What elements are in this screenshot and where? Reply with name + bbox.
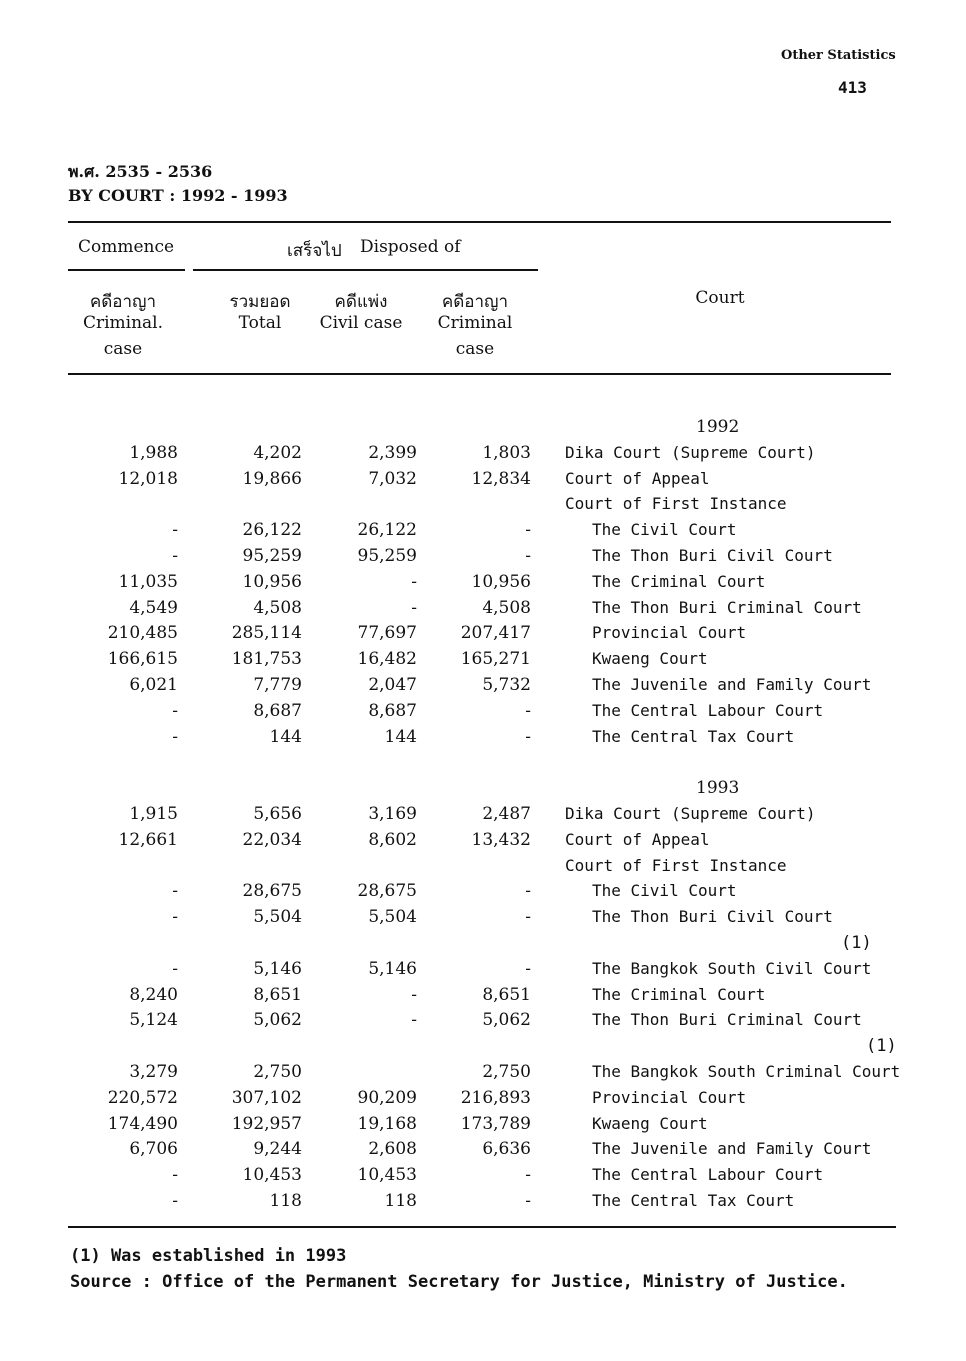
commence-cell: - <box>172 726 178 747</box>
total-cell: 307,102 <box>231 1087 302 1108</box>
criminal-cell: 2,750 <box>482 1062 531 1082</box>
commence-cell: 8,240 <box>129 984 178 1005</box>
civil-cell: 77,697 <box>357 623 417 644</box>
commence-cell: 12,661 <box>118 829 178 850</box>
commence-cell: 6,706 <box>129 1139 178 1160</box>
commence-cell: 220,572 <box>107 1087 178 1108</box>
civil-cell: - <box>411 597 417 618</box>
footnote-mark: (1) <box>841 933 872 953</box>
civil-cell: 2,047 <box>368 675 417 695</box>
commence-cell: 6,021 <box>129 675 178 695</box>
criminal-cell: 4,508 <box>482 597 531 618</box>
criminal-cell: 12,834 <box>471 468 531 489</box>
criminal-cell: - <box>525 881 531 902</box>
court-name: Kwaeng Court <box>592 1113 708 1133</box>
source-note: Source : Office of the Permanent Secretary for Justice, Ministry of Justice. <box>70 1272 848 1292</box>
civil-case-header: Civil case <box>319 313 403 333</box>
court-name: The Central Labour Court <box>592 1165 824 1185</box>
court-header: Court <box>695 288 745 308</box>
civil-cell: 118 <box>384 1191 417 1211</box>
criminal-cell: 5,062 <box>482 1010 531 1031</box>
total-cell: 28,675 <box>242 881 302 902</box>
footnote: (1) Was established in 1993 <box>70 1246 347 1266</box>
criminal-cell: - <box>525 700 531 721</box>
total-cell: 118 <box>269 1191 302 1211</box>
total-cell: 8,687 <box>253 700 302 721</box>
court-name: The Civil Court <box>592 520 737 540</box>
total-cell: 5,146 <box>253 958 302 979</box>
total-cell: 192,957 <box>231 1113 302 1134</box>
civil-cell: - <box>411 1010 417 1031</box>
court-name: The Criminal Court <box>592 571 766 591</box>
commence-criminal-header: Criminal. <box>82 313 164 333</box>
commence-cell: - <box>172 958 178 979</box>
disposed-header: Disposed of <box>360 237 461 257</box>
criminal-cell: 207,417 <box>460 623 531 644</box>
total-cell: 4,202 <box>253 442 302 463</box>
commence-cell: 12,018 <box>118 468 178 489</box>
civil-cell: 3,169 <box>368 804 417 824</box>
civil-cell: 5,146 <box>368 958 417 979</box>
total-cell: 95,259 <box>242 546 302 566</box>
court-name: The Central Tax Court <box>592 726 795 746</box>
criminal-case-header-2: case <box>455 339 495 359</box>
civil-cell: 19,168 <box>357 1113 417 1134</box>
commence-cell: 166,615 <box>107 649 178 670</box>
civil-thai: คดีแพ่ง <box>334 292 388 312</box>
total-thai: รวมยอด <box>229 292 291 312</box>
commence-cell: - <box>172 700 178 721</box>
disposed-header-thai: เสร็จไป <box>287 241 342 261</box>
total-cell: 2,750 <box>253 1062 302 1082</box>
commence-cell: 210,485 <box>107 623 178 644</box>
court-name: The Civil Court <box>592 881 737 901</box>
criminal-cell: 6,636 <box>482 1139 531 1160</box>
civil-cell: 7,032 <box>368 468 417 489</box>
year-heading: 1993 <box>696 778 740 799</box>
footnote-mark: (1) <box>866 1036 897 1057</box>
criminal-cell: 13,432 <box>471 829 531 850</box>
court-name: Kwaeng Court <box>592 649 708 669</box>
court-name: Provincial Court <box>592 1087 747 1107</box>
court-name: Dika Court (Supreme Court) <box>565 804 816 823</box>
commence-cell: 174,490 <box>107 1113 178 1134</box>
total-cell: 181,753 <box>231 649 302 670</box>
total-header: Total <box>238 313 282 333</box>
total-cell: 8,651 <box>253 984 302 1005</box>
criminal-cell: 5,732 <box>482 675 531 695</box>
criminal-cell: - <box>525 520 531 541</box>
court-name: Court of First Instance <box>565 855 787 875</box>
criminal-cell: - <box>525 1165 531 1186</box>
commence-criminal-thai: คดีอาญา <box>89 292 157 312</box>
commence-cell: - <box>172 520 178 541</box>
commence-cell: 3,279 <box>129 1062 178 1082</box>
court-name: The Juvenile and Family Court <box>592 1139 872 1159</box>
criminal-cell: - <box>525 907 531 928</box>
court-name: Court of Appeal <box>565 829 710 849</box>
criminal-cell: 165,271 <box>460 649 531 670</box>
civil-cell: 2,399 <box>368 442 417 463</box>
criminal-cell: 2,487 <box>482 804 531 824</box>
bottom-rule <box>68 1226 896 1228</box>
total-cell: 9,244 <box>253 1139 302 1160</box>
court-name: The Central Tax Court <box>592 1191 795 1210</box>
total-cell: 285,114 <box>231 623 302 644</box>
total-cell: 5,656 <box>253 804 302 824</box>
commence-cell: 1,915 <box>129 804 178 824</box>
civil-cell: - <box>411 984 417 1005</box>
civil-cell: 8,602 <box>368 829 417 850</box>
total-cell: 26,122 <box>242 520 302 541</box>
total-cell: 4,508 <box>253 597 302 618</box>
court-name: Court of First Instance <box>565 494 787 514</box>
page-number: 413 <box>838 78 867 97</box>
commence-cell: 11,035 <box>118 571 178 592</box>
table-title-english: BY COURT : 1992 - 1993 <box>68 186 288 205</box>
criminal-cell: 216,893 <box>460 1087 531 1108</box>
total-cell: 7,779 <box>253 675 302 695</box>
criminal-cell: - <box>525 726 531 747</box>
commence-case-header: case <box>103 339 143 359</box>
civil-cell: 26,122 <box>357 520 417 541</box>
commence-cell: 4,549 <box>129 597 178 618</box>
court-name: The Thon Buri Criminal Court <box>592 597 862 617</box>
commence-cell: 5,124 <box>129 1010 178 1031</box>
commence-cell: - <box>172 1191 178 1211</box>
total-cell: 10,453 <box>242 1165 302 1186</box>
commence-cell: - <box>172 907 178 928</box>
total-cell: 19,866 <box>242 468 302 489</box>
criminal-cell: 1,803 <box>482 442 531 463</box>
commence-cell: - <box>172 881 178 902</box>
criminal-case-header: Criminal <box>437 313 513 333</box>
civil-cell: 10,453 <box>357 1165 417 1186</box>
civil-cell: 28,675 <box>357 881 417 902</box>
criminal-cell: 10,956 <box>471 571 531 592</box>
commence-cell: 1,988 <box>129 442 178 463</box>
total-cell: 22,034 <box>242 829 302 850</box>
court-name: The Thon Buri Civil Court <box>592 907 833 927</box>
civil-cell: - <box>411 571 417 592</box>
court-name: The Thon Buri Civil Court <box>592 546 833 565</box>
court-name: The Bangkok South Criminal Court <box>592 1062 901 1081</box>
court-name: The Thon Buri Criminal Court <box>592 1010 862 1030</box>
total-cell: 5,504 <box>253 907 302 928</box>
court-name: Court of Appeal <box>565 468 710 488</box>
year-heading: 1992 <box>696 417 740 437</box>
criminal-cell: 173,789 <box>460 1113 531 1134</box>
court-name: The Criminal Court <box>592 984 766 1004</box>
criminal-cell: - <box>525 958 531 979</box>
total-cell: 10,956 <box>242 571 302 592</box>
total-cell: 5,062 <box>253 1010 302 1031</box>
court-name: The Juvenile and Family Court <box>592 675 872 694</box>
criminal-cell: 8,651 <box>482 984 531 1005</box>
civil-cell: 90,209 <box>357 1087 417 1108</box>
criminal-cell: - <box>525 1191 531 1211</box>
commence-cell: - <box>172 1165 178 1186</box>
total-cell: 144 <box>269 726 302 747</box>
criminal-cell: - <box>525 546 531 566</box>
civil-cell: 16,482 <box>357 649 417 670</box>
section-label: Other Statistics <box>781 48 896 63</box>
table-title-thai: พ.ศ. 2535 - 2536 <box>68 162 213 181</box>
civil-cell: 2,608 <box>368 1139 417 1160</box>
civil-cell: 144 <box>384 726 417 747</box>
criminal-thai: คดีอาญา <box>441 292 509 312</box>
civil-cell: 95,259 <box>357 546 417 566</box>
civil-cell: 5,504 <box>368 907 417 928</box>
civil-cell: 8,687 <box>368 700 417 721</box>
court-name: Dika Court (Supreme Court) <box>565 442 816 462</box>
court-name: The Bangkok South Civil Court <box>592 958 872 978</box>
commence-header: Commence <box>78 237 175 257</box>
court-name: Provincial Court <box>592 623 747 643</box>
court-name: The Central Labour Court <box>592 700 824 720</box>
commence-cell: - <box>172 546 178 566</box>
